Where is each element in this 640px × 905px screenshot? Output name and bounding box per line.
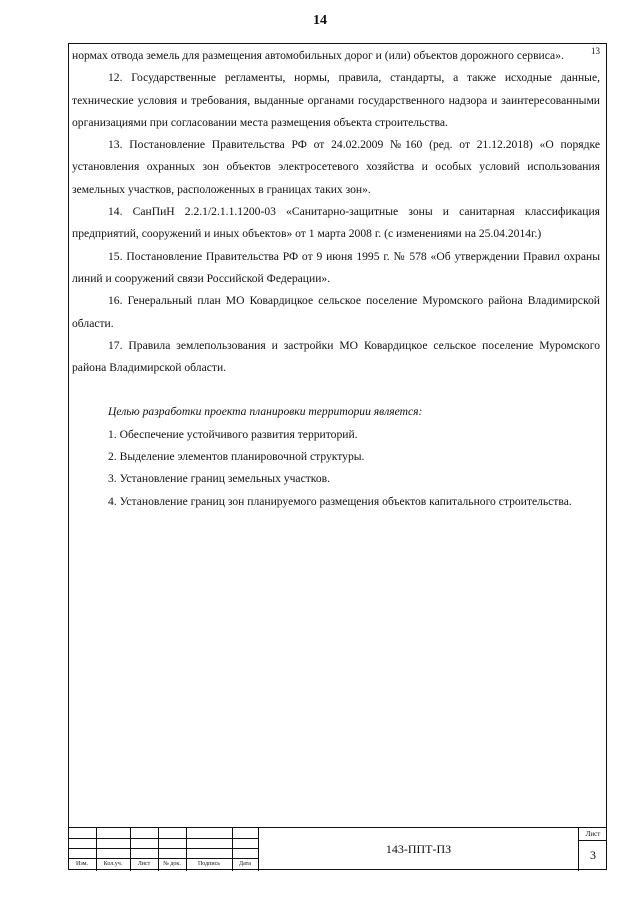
list-item-12: 12. Государственные регламенты, нормы, правила, стандарты, а также исходные данные, технические условия и требования, выданные органами государственного надзора и заинтересованными организациями при согласовании места размещения объекта строительства. (72, 71, 600, 129)
goal-item-1: 1. Обеспечение устойчивого развития территорий. (108, 427, 358, 441)
document-body (72, 45, 600, 513)
sheet-box (578, 828, 607, 871)
list-item-14: 14. СанПиН 2.2.1/2.1.1.1200-03 «Санитарно-защитные зоны и санитарная классификация предприятий, сооружений и иных объектов» от 1 марта 2008 г. (с изменениями на 25.04.2014г.) (72, 205, 600, 241)
sheet-number: 3 (590, 848, 596, 862)
title-block (68, 827, 607, 870)
corner-page-number: 13 (591, 46, 600, 56)
paragraph-continuation: нормах отвода земель для размещения автомобильных дорог и (или) объектов дорожного сервиса». (72, 49, 564, 62)
goal-item-4: 4. Установление границ зон планируемого размещения объектов капитального строительства. (108, 494, 572, 508)
list-item-16: 16. Генеральный план МО Ковардицкое сельское поселение Муромского района Владимирской области. (72, 294, 600, 330)
stamp-col-signature: Подпись (197, 861, 221, 867)
sheet-label: Лист (579, 828, 607, 841)
goal-item-3: 3. Установление границ земельных участков. (108, 472, 330, 486)
revision-table (68, 828, 258, 871)
list-item-13: 13. Постановление Правительства РФ от 24.02.2009 №160 (ред. от 21.12.2018) «О порядке установления охранных зон объектов электросетевого хозяйства и особых условий использования земельных участков, расположенных в границах таких зон». (72, 138, 600, 196)
list-item-17: 17. Правила землепользования и застройки МО Ковардицкое сельское поселение Муромского района Владимирской области. (72, 338, 600, 375)
stamp-col-change: Изм. (76, 861, 88, 867)
stamp-col-sheet: Лист (137, 861, 151, 867)
list-item-15: 15. Постановление Правительства РФ от 9 июня 1995 г. № 578 «Об утверждении Правил охраны линий и сооружений связи Российской Федерации». (72, 249, 600, 285)
page-number: 14 (313, 13, 327, 28)
document-code: 143-ППТ-ПЗ (258, 828, 578, 871)
goals-heading: Целью разработки проекта планировки территории является: (108, 405, 423, 419)
goal-item-2: 2. Выделение элементов планировочной структуры. (108, 450, 365, 464)
stamp-col-date: Дата (239, 861, 251, 867)
stamp-col-count: Кол.уч. (103, 861, 123, 867)
stamp-col-docnum: № док. (163, 861, 181, 867)
